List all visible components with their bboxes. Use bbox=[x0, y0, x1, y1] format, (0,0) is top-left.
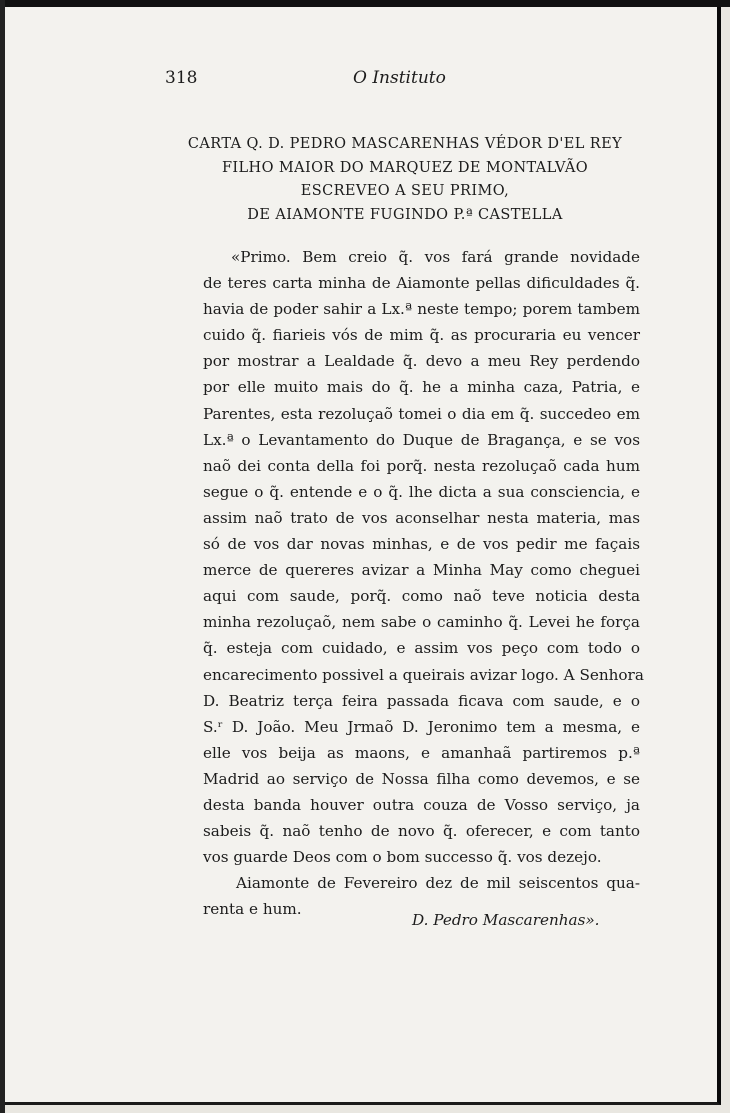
letter-line: S.ʳ D. João. Meu Jrmaõ D. Jeronimo tem a mesma, e bbox=[203, 717, 640, 736]
letter-line: de teres carta minha de Aiamonte pellas dificuldades q̃. bbox=[203, 274, 640, 293]
letter-line: só de vos dar novas minhas, e de vos pedir me façais bbox=[203, 535, 640, 554]
letter-line: encarecimento possivel a queirais avizar logo. A Senhora bbox=[203, 665, 644, 684]
heading-line: FILHO MAIOR DO MARQUEZ DE MONTALVÃO bbox=[221, 159, 589, 176]
letter-line: Lx.ª o Levantamento do Duque de Bragança, e se vos bbox=[203, 430, 640, 449]
letter-line: naõ dei conta della foi porq̃. nesta rezoluçaõ cada hum bbox=[203, 456, 640, 475]
letter-line: elle vos beija as maons, e amanhaã partiremos p.ª bbox=[203, 743, 640, 762]
letter-line: havia de poder sahir a Lx.ª neste tempo; porem tambem bbox=[203, 300, 640, 319]
heading-line: ESCREVEO A SEU PRIMO, bbox=[300, 183, 510, 199]
letter-line: desta banda houver outra couza de Vosso serviço, ja bbox=[203, 795, 640, 814]
letter-line: D. Beatriz terça feira passada ficava com saude, e o bbox=[203, 691, 640, 710]
letter-line: renta e hum. bbox=[203, 900, 302, 919]
letter-line: Madrid ao serviço de Nossa filha como devemos, e se bbox=[203, 769, 640, 788]
letter-line: vos guarde Deos com o bom successo q̃. vos dezejo. bbox=[203, 848, 602, 867]
letter-line: segue o q̃. entende e o q̃. lhe dicta a sua consciencia, e bbox=[203, 482, 640, 501]
heading-line: DE AIAMONTE FUGINDO P.ª CASTELLA bbox=[247, 206, 563, 223]
letter-line: Aiamonte de Fevereiro dez de mil seiscentos qua- bbox=[236, 874, 640, 893]
letter-heading bbox=[180, 133, 630, 227]
heading-line: CARTA Q. D. PEDRO MASCARENHAS VÉDOR D'EL REY bbox=[187, 136, 623, 152]
signature: D. Pedro Mascarenhas». bbox=[412, 911, 600, 929]
letter-line: Parentes, esta rezoluçaõ tomei o dia em q̃. succedeo em bbox=[203, 404, 640, 423]
running-head bbox=[165, 68, 565, 92]
letter-line: merce de quereres avizar a Minha May como cheguei bbox=[203, 561, 640, 580]
letter-body bbox=[203, 244, 644, 922]
letter-line: cuido q̃. fiarieis vós de mim q̃. as procuraria eu vencer bbox=[203, 326, 640, 345]
letter-line: minha rezoluçaõ, nem sabe o caminho q̃. Levei he força bbox=[203, 613, 640, 632]
letter-line: q̃. esteja com cuidado, e assim vos peço com todo o bbox=[203, 639, 640, 658]
letter-line: por elle muito mais do q̃. he a minha caza, Patria, e bbox=[203, 378, 640, 397]
page-number: 318 bbox=[165, 68, 198, 88]
running-title: O Instituto bbox=[353, 68, 446, 88]
letter-line: assim naõ trato de vos aconselhar nesta materia, mas bbox=[203, 508, 640, 527]
letter-line: sabeis q̃. naõ tenho de novo q̃. oferecer, e com tanto bbox=[203, 822, 640, 841]
scan-edge-top bbox=[0, 0, 730, 7]
letter-line: por mostrar a Lealdade q̃. devo a meu Rey perdendo bbox=[203, 352, 640, 371]
letter-line: aqui com saude, porq̃. como naõ teve noticia desta bbox=[203, 587, 640, 606]
letter-line: «Primo. Bem creio q̃. vos fará grande novidade bbox=[231, 248, 640, 266]
